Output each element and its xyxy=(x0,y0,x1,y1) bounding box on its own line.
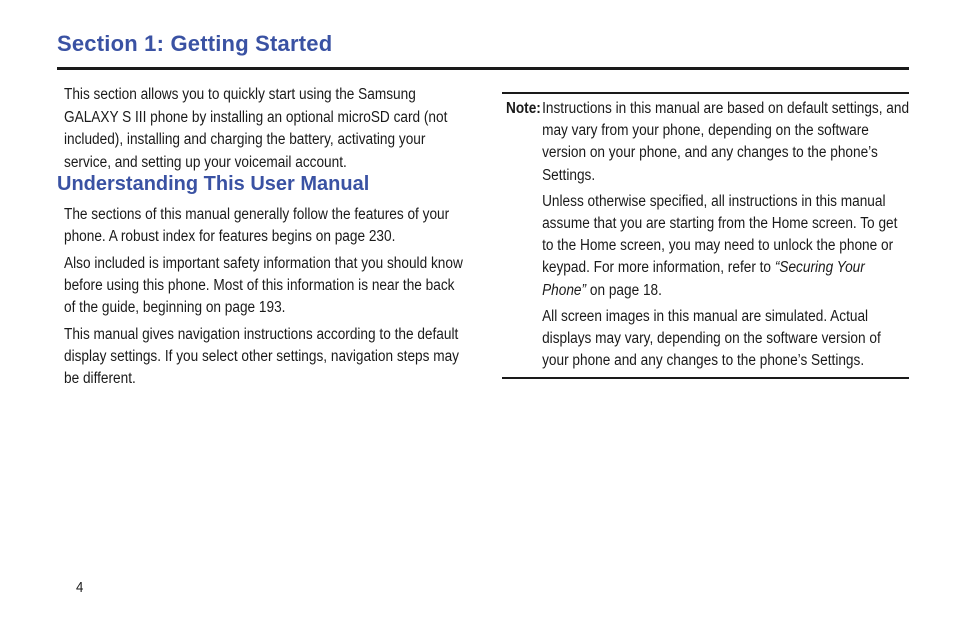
note-body xyxy=(542,98,911,372)
note-rule-top xyxy=(502,92,909,94)
note-rule-bottom xyxy=(502,377,909,379)
note-paragraph-2 xyxy=(542,191,911,302)
section-title: Section 1: Getting Started xyxy=(57,31,333,56)
body-paragraph-1: The sections of this manual generally follow the features of your phone. A robust index for features begins on page 230. xyxy=(64,206,450,246)
body-block xyxy=(64,204,464,395)
note-paragraph-2-tail: on page 18. xyxy=(586,281,662,299)
intro-paragraph: This section allows you to quickly start using the Samsung GALAXY S III phone by installing an optional microSD card (not included), installing and charging the battery, activating your service, and setting up your voicemail account. xyxy=(64,86,448,171)
body-paragraph-3: This manual gives navigation instructions according to the default display settings. If you select other settings, navigation steps may be different. xyxy=(64,326,460,388)
note-paragraph-1: Instructions in this manual are based on default settings, and may vary from your phone, depending on the software version on your phone, and any changes to the phone’s Settings. xyxy=(542,100,910,184)
note-paragraph-2-text: Unless otherwise specified, all instructions in this manual assume that you are starting from the Home screen. To get to the Home screen, you may need to unlock the phone or keypad. For more information, refer to xyxy=(542,192,898,277)
subheading: Understanding This User Manual xyxy=(57,173,370,195)
note-paragraph-3: All screen images in this manual are simulated. Actual displays may vary, depending on the software version of your phone and any changes to the phone’s Settings. xyxy=(542,307,881,370)
title-rule xyxy=(57,67,909,70)
note-box xyxy=(506,98,911,376)
page-number: 4 xyxy=(76,579,84,596)
cross-reference-link[interactable]: “Securing Your Phone” xyxy=(542,259,865,299)
body-paragraph-2: Also included is important safety information that you should know before using this phone. Most of this information is near the back of the guide, beginning on page 193. xyxy=(64,254,463,317)
intro-block xyxy=(64,84,464,178)
note-label: Note: xyxy=(506,100,541,117)
